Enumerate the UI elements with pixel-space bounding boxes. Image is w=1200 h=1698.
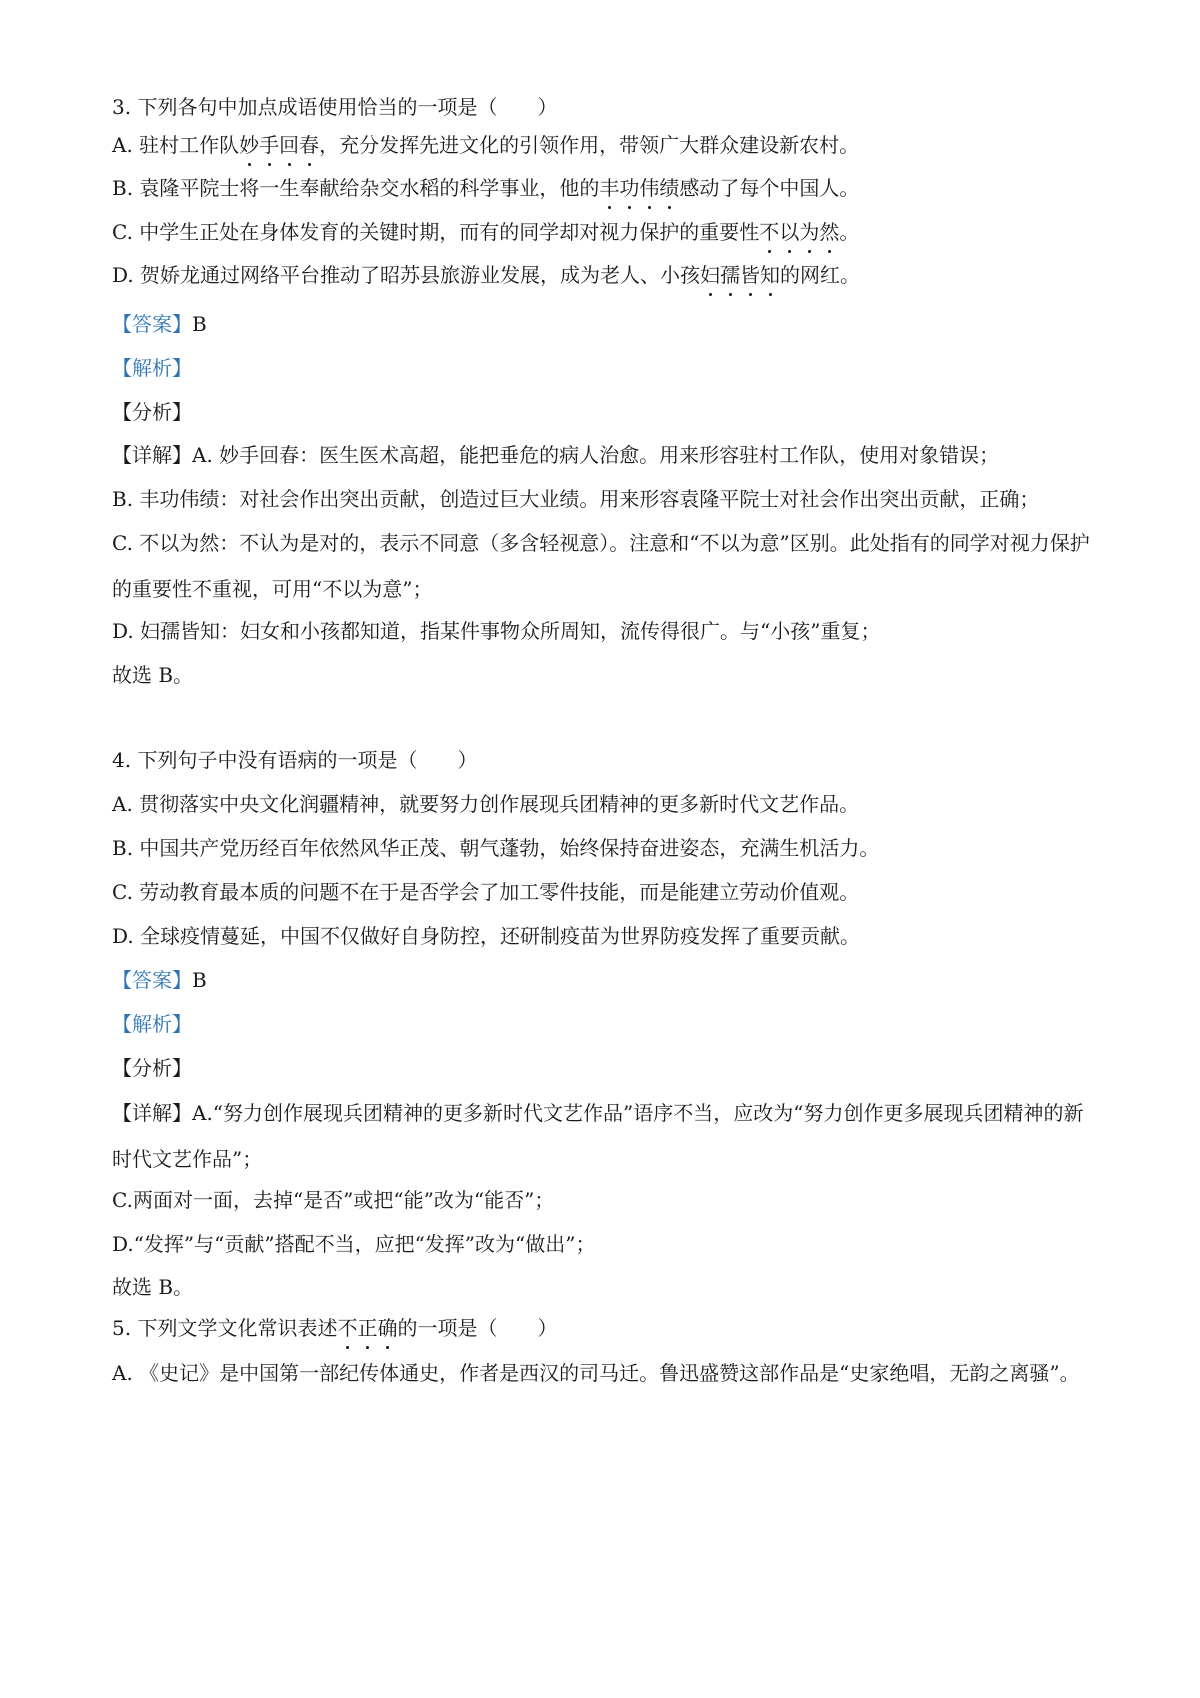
q5-option-a: A. 《史记》是中国第一部纪传体通史，作者是西汉的司马迁。鲁迅盛赞这部作品是“史家绝唱，无韵之离骚”。 <box>112 1361 1080 1385</box>
q4-option-c: C. 劳动教育最本质的问题不在于是否学会了加工零件技能，而是能建立劳动价值观。 <box>112 880 860 904</box>
q3-option-d: D. 贺娇龙通过网络平台推动了昭苏县旅游业发展，成为老人、小孩妇孺皆知的网红。 <box>112 263 861 287</box>
q4-analysis-tag: 【解析】 <box>112 1012 192 1036</box>
answer-value: B <box>192 968 207 992</box>
emphasis-char: 不 <box>337 1316 358 1340</box>
q4-detail-a: 【详解】A.“努力创作展现兵团精神的更多新时代文艺作品”语序不当，应改为“努力创作更多展现兵团精神的新时代文艺作品”； <box>112 1101 1084 1171</box>
emphasis-char: 丰 <box>599 176 620 200</box>
q4-answer <box>112 966 207 994</box>
q4-detail-d: D.“发挥”与“贡献”搭配不当，应把“发挥”改为“做出”； <box>112 1232 596 1256</box>
emphasis-char: 妇 <box>700 263 721 287</box>
q4-option-b: B. 中国共产党历经百年依然风华正茂、朝气蓬勃，始终保持奋进姿态，充满生机活力。 <box>112 836 880 860</box>
answer-tag: 【答案】 <box>112 312 192 336</box>
q3-detail-c: C. 不以为然：不认为是对的，表示不同意（多含轻视意）。注意和“不以为意”区别。此处指有的同学对视力保护的重要性不重视，可用“不以为意”； <box>112 531 1090 601</box>
q4-option-d: D. 全球疫情蔓延，中国不仅做好自身防控，还研制疫苗为世界防疫发挥了重要贡献。 <box>112 924 861 948</box>
emphasis-char: 以 <box>779 220 800 244</box>
answer-tag: 【答案】 <box>112 968 192 992</box>
detail-tag: 【详解】 <box>112 1101 192 1125</box>
q3-detail-b: B. 丰功伟绩：对社会作出突出贡献，创造过巨大业绩。用来形容袁隆平院士对社会作出突出贡献，正确； <box>112 487 1040 511</box>
emphasis-char: 手 <box>259 133 280 157</box>
q3-option-b: B. 袁隆平院士将一生奉献给杂交水稻的科学事业，他的丰功伟绩感动了每个中国人。 <box>112 176 860 200</box>
q3-analysis-tag: 【解析】 <box>112 356 192 380</box>
q3-detail-d: D. 妇孺皆知：妇女和小孩都知道，指某件事物众所周知，流传得很广。与“小孩”重复； <box>112 619 881 643</box>
q3-option-a: A. 驻村工作队妙手回春，充分发挥先进文化的引领作用，带领广大群众建设新农村。 <box>112 133 860 157</box>
emphasis-char: 孺 <box>720 263 741 287</box>
emphasis-char: 为 <box>799 220 820 244</box>
q4-option-a: A. 贯彻落实中央文化润疆精神，就要努力创作展现兵团精神的更多新时代文艺作品。 <box>112 792 860 816</box>
detail-tag: 【详解】 <box>112 443 192 467</box>
emphasis-char: 正 <box>357 1316 378 1340</box>
emphasis-char: 知 <box>760 263 781 287</box>
q3-stem: 3. 下列各句中加点成语使用恰当的一项是（ ） <box>112 95 558 119</box>
emphasis-char: 皆 <box>740 263 761 287</box>
answer-value: B <box>192 312 207 336</box>
q3-option-c: C. 中学生正处在身体发育的关键时期，而有的同学却对视力保护的重要性不以为然。 <box>112 220 860 244</box>
q3-conclusion: 故选 B。 <box>112 663 194 687</box>
emphasis-char: 功 <box>619 176 640 200</box>
q4-fenxi: 【分析】 <box>112 1056 192 1080</box>
emphasis-char: 妙 <box>239 133 260 157</box>
q4-conclusion: 故选 B。 <box>112 1275 194 1299</box>
q4-detail-c: C.两面对一面，去掉“是否”或把“能”改为“能否”； <box>112 1188 555 1212</box>
q4-stem: 4. 下列句子中没有语病的一项是（ ） <box>112 748 478 772</box>
q3-answer <box>112 310 207 338</box>
emphasis-char: 绩 <box>659 176 680 200</box>
emphasis-char: 确 <box>377 1316 398 1340</box>
q3-fenxi: 【分析】 <box>112 400 192 424</box>
emphasis-char: 然 <box>819 220 840 244</box>
emphasis-char: 春 <box>299 133 320 157</box>
q5-stem: 5. 下列文学文化常识表述不正确的一项是（ ） <box>112 1316 558 1340</box>
emphasis-char: 回 <box>279 133 300 157</box>
emphasis-char: 不 <box>759 220 780 244</box>
q3-detail-a: 【详解】A. 妙手回春：医生医术高超，能把垂危的病人治愈。用来形容驻村工作队，使用对象错误； <box>112 443 1000 467</box>
emphasis-char: 伟 <box>639 176 660 200</box>
